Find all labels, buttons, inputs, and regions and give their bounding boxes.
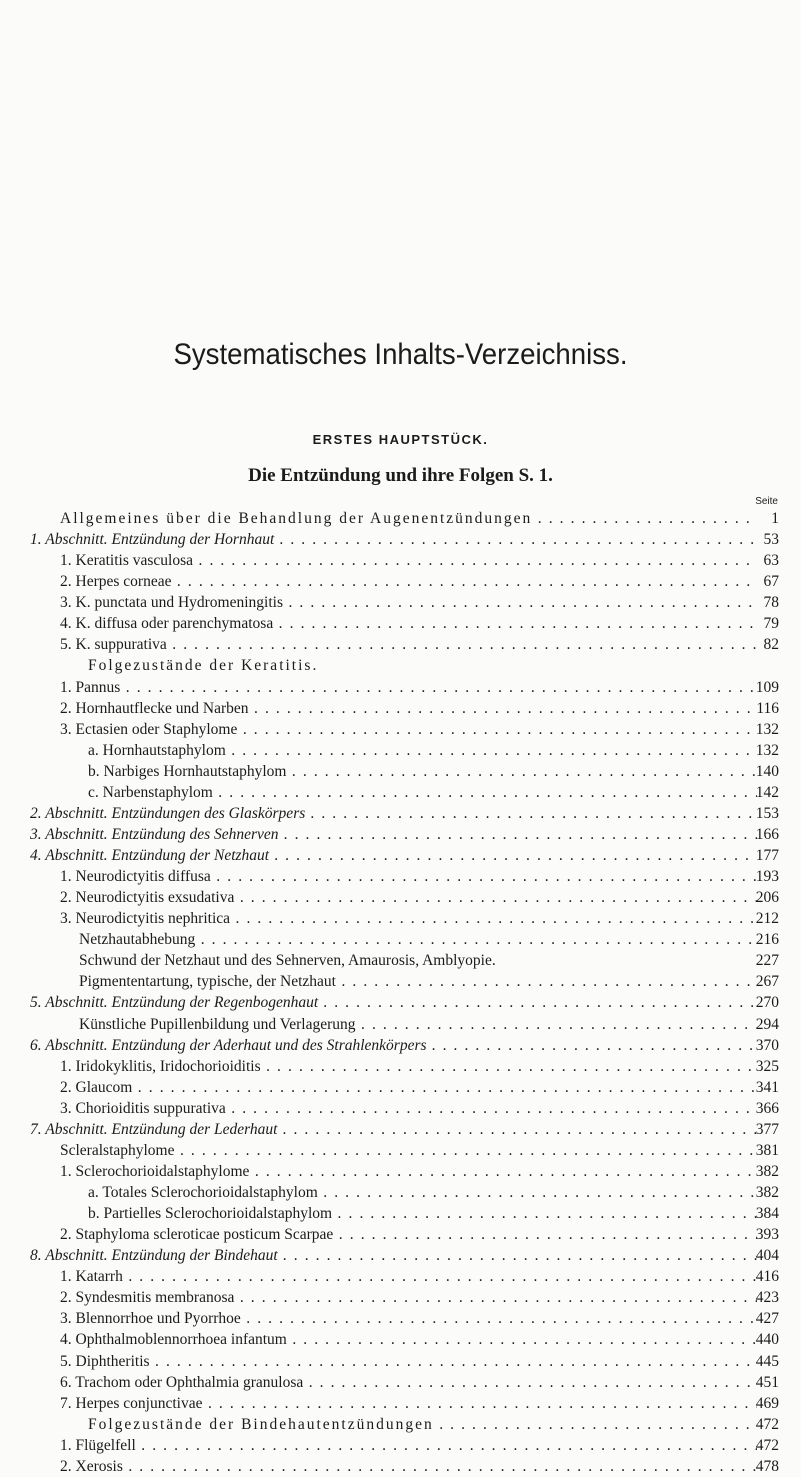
toc-entry-text: 3. K. punctata und Hydromeningitis . . . — [60, 592, 757, 613]
part-subtitle: Die Entzündung und ihre Folgen S. 1. — [248, 465, 553, 486]
toc-entry — [0, 1329, 801, 1350]
toc-entry-text: b. Narbiges Hornhautstaphylom . . . — [88, 761, 757, 782]
toc-entry-page: 63 — [763, 552, 779, 570]
toc-entry-page: 82 — [763, 636, 779, 654]
toc-entry — [0, 1414, 801, 1435]
part-heading: ERSTES HAUPTSTÜCK. — [312, 432, 489, 447]
toc-entry — [0, 1308, 801, 1329]
toc-entry-text: Künstliche Pupillenbildung und Verlagerung . . . — [79, 1014, 757, 1035]
page-title: Systematisches Inhalts-Verzeichniss. — [173, 338, 628, 371]
toc-entry — [0, 592, 801, 613]
toc-entry-page: 294 — [755, 1015, 779, 1033]
toc-entry-text: 3. Ectasien oder Staphylome . . . — [60, 719, 757, 740]
toc-entry-text: 5. K. suppurativa . . . — [60, 634, 757, 655]
toc-entry-page: 67 — [763, 573, 779, 591]
toc-entry-text: 8. Abschnitt. Entzündung der Bindehaut . . . — [30, 1245, 757, 1266]
toc-entry-page: 451 — [755, 1373, 779, 1391]
toc-entry — [0, 550, 801, 571]
toc-entry-text: Allgemeines über die Behandlung der Augenentzündungen . . . — [60, 508, 757, 529]
toc-entry — [0, 950, 801, 971]
toc-entry — [0, 1140, 801, 1161]
toc-entry — [0, 1182, 801, 1203]
toc-entry — [0, 908, 801, 929]
toc-entry-text: 1. Abschnitt. Entzündung der Hornhaut . . . — [30, 529, 757, 550]
toc-entry-page: 267 — [755, 973, 779, 991]
toc-entry — [0, 719, 801, 740]
toc-entry-text: 1. Neurodictyitis diffusa . . . — [60, 866, 757, 887]
toc-entry-page: 384 — [755, 1205, 779, 1223]
toc-entry-text: Scleralstaphylome . . . — [60, 1140, 757, 1161]
toc-entry — [0, 1266, 801, 1287]
toc-entry — [0, 677, 801, 698]
toc-entry-page: 1 — [771, 510, 779, 527]
toc-entry-page: 206 — [755, 889, 779, 907]
toc-entry — [0, 1077, 801, 1098]
toc-entry — [0, 613, 801, 634]
toc-entry-page: 166 — [755, 825, 779, 843]
toc-entry-page: 478 — [755, 1457, 779, 1475]
toc-entry — [0, 1056, 801, 1077]
toc-entry-page: 78 — [763, 594, 779, 612]
toc-entry-page: 193 — [755, 868, 779, 886]
toc-entry-page: 366 — [755, 1099, 779, 1117]
toc-entry-page: 381 — [755, 1141, 779, 1159]
toc-entry-page: 216 — [755, 931, 779, 949]
toc-entry — [0, 1435, 801, 1456]
toc-entry-text: 3. Abschnitt. Entzündung des Sehnerven . . . — [30, 824, 757, 845]
toc-entry-text: 2. Glaucom . . . — [60, 1077, 757, 1098]
toc-entry-page: 382 — [755, 1162, 779, 1180]
toc-entry-text: Schwund der Netzhaut und des Sehnerven, Amaurosis, Amblyopie. — [79, 952, 496, 970]
toc-entry-page: 472 — [755, 1436, 779, 1454]
toc-entry-text: 2. Neurodictyitis exsudativa . . . — [60, 887, 757, 908]
toc-entry-text: Netzhautabhebung . . . — [79, 929, 757, 950]
toc-entry-text: 6. Trachom oder Ophthalmia granulosa . . . — [60, 1372, 757, 1393]
toc-entry — [0, 1287, 801, 1308]
toc-entry-text: 4. Abschnitt. Entzündung der Netzhaut . . . — [30, 845, 757, 866]
toc-entry — [0, 740, 801, 761]
toc-entry — [0, 634, 801, 655]
toc-entry-page: 227 — [755, 952, 779, 970]
toc-entry-text: 7. Abschnitt. Entzündung der Lederhaut . . . — [30, 1119, 757, 1140]
toc-entry-text: 7. Herpes conjunctivae . . . — [60, 1393, 757, 1414]
toc-entry-page: 416 — [755, 1268, 779, 1286]
toc-entry-text: 1. Keratitis vasculosa . . . — [60, 550, 757, 571]
toc-entry-page: 132 — [755, 741, 779, 759]
toc-entry-page: 53 — [763, 531, 779, 549]
toc-entry-text: 5. Abschnitt. Entzündung der Regenbogenhaut . . . — [30, 992, 757, 1013]
toc-entry-page: 427 — [755, 1310, 779, 1328]
toc-entry-page: 445 — [755, 1352, 779, 1370]
toc-entry-page: 142 — [755, 783, 779, 801]
toc-entry-text: 2. Syndesmitis membranosa . . . — [60, 1287, 757, 1308]
toc-entry — [0, 1245, 801, 1266]
toc-entry-text: Folgezustände der Keratitis. — [88, 657, 319, 675]
toc-entry — [0, 698, 801, 719]
toc-entry-text: 1. Iridokyklitis, Iridochorioiditis . . . — [60, 1056, 757, 1077]
toc-entry — [0, 803, 801, 824]
toc-entry-text: 5. Diphtheritis . . . — [60, 1351, 757, 1372]
table-of-contents — [0, 508, 801, 1477]
toc-entry — [0, 1161, 801, 1182]
toc-entry-text: 2. Staphyloma scleroticae posticum Scarpae . . . — [60, 1224, 757, 1245]
toc-entry — [0, 529, 801, 550]
toc-entry — [0, 1224, 801, 1245]
toc-entry-text: 2. Abschnitt. Entzündungen des Glaskörpers . . . — [30, 803, 757, 824]
toc-entry-page: 132 — [755, 720, 779, 738]
toc-entry-text: 3. Blennorrhoe und Pyorrhoe . . . — [60, 1308, 757, 1329]
toc-entry — [0, 824, 801, 845]
toc-entry-page: 341 — [755, 1078, 779, 1096]
toc-entry-page: 377 — [755, 1120, 779, 1138]
toc-entry-page: 270 — [755, 994, 779, 1012]
toc-entry-page: 370 — [755, 1036, 779, 1054]
toc-entry — [0, 845, 801, 866]
toc-entry — [0, 1372, 801, 1393]
toc-entry-page: 177 — [755, 847, 779, 864]
toc-entry-page: 153 — [755, 804, 779, 822]
toc-entry — [0, 761, 801, 782]
toc-entry — [0, 929, 801, 950]
toc-entry-page: 79 — [763, 615, 779, 633]
toc-entry-text: 4. Ophthalmoblennorrhoea infantum . . . — [60, 1329, 757, 1350]
toc-entry-text: a. Totales Sclerochorioidalstaphylom . . . — [88, 1182, 757, 1203]
toc-entry-text: 6. Abschnitt. Entzündung der Aderhaut und des Strahlenkörpers . . . — [30, 1035, 757, 1056]
toc-entry — [0, 1203, 801, 1224]
toc-entry — [0, 887, 801, 908]
page-column-label: Seite — [755, 496, 778, 507]
toc-entry-page: 393 — [755, 1226, 779, 1244]
toc-entry — [0, 971, 801, 992]
toc-entry — [0, 1351, 801, 1372]
toc-entry — [0, 1098, 801, 1119]
toc-entry-page: 440 — [755, 1331, 779, 1349]
toc-entry-text: Folgezustände der Bindehautentzündungen . . . — [88, 1414, 757, 1435]
toc-entry-text: 1. Sclerochorioidalstaphylome . . . — [60, 1161, 757, 1182]
toc-entry-text: 2. Herpes corneae . . . — [60, 571, 757, 592]
toc-entry — [0, 655, 801, 676]
toc-entry-page: 116 — [756, 699, 779, 717]
toc-entry-text: 2. Xerosis . . . — [60, 1456, 757, 1477]
toc-entry — [0, 571, 801, 592]
toc-entry-page: 212 — [755, 910, 779, 928]
toc-entry-page: 472 — [755, 1415, 779, 1433]
toc-entry-page: 140 — [755, 762, 779, 780]
toc-entry-text: 4. K. diffusa oder parenchymatosa . . . — [60, 613, 757, 634]
toc-entry-text: 1. Flügelfell . . . — [60, 1435, 757, 1456]
toc-entry-text: 1. Katarrh . . . — [60, 1266, 757, 1287]
toc-entry-text: 3. Chorioiditis suppurativa . . . — [60, 1098, 757, 1119]
toc-entry-text: b. Partielles Sclerochorioidalstaphylom . . . — [88, 1203, 757, 1224]
toc-entry-text: c. Narbenstaphylom . . . — [88, 782, 757, 803]
toc-entry-page: 109 — [755, 678, 779, 696]
toc-entry-text: 3. Neurodictyitis nephritica . . . — [60, 908, 757, 929]
toc-entry — [0, 866, 801, 887]
toc-entry — [0, 1456, 801, 1477]
toc-entry — [0, 1393, 801, 1414]
toc-entry-text: 2. Hornhautflecke und Narben . . . — [60, 698, 757, 719]
toc-entry — [0, 1035, 801, 1056]
toc-entry — [0, 508, 801, 529]
toc-entry-text: a. Hornhautstaphylom . . . — [88, 740, 757, 761]
toc-entry-page: 382 — [755, 1184, 779, 1201]
toc-entry-text: 1. Pannus . . . — [60, 677, 757, 698]
toc-entry-text: Pigmententartung, typische, der Netzhaut . . . — [79, 971, 757, 992]
toc-entry-page: 423 — [755, 1289, 779, 1307]
toc-entry-page: 325 — [755, 1057, 779, 1075]
toc-entry-page: 404 — [755, 1247, 779, 1265]
toc-entry — [0, 992, 801, 1013]
toc-entry-page: 469 — [755, 1394, 779, 1412]
toc-entry — [0, 782, 801, 803]
toc-entry — [0, 1014, 801, 1035]
toc-entry — [0, 1119, 801, 1140]
